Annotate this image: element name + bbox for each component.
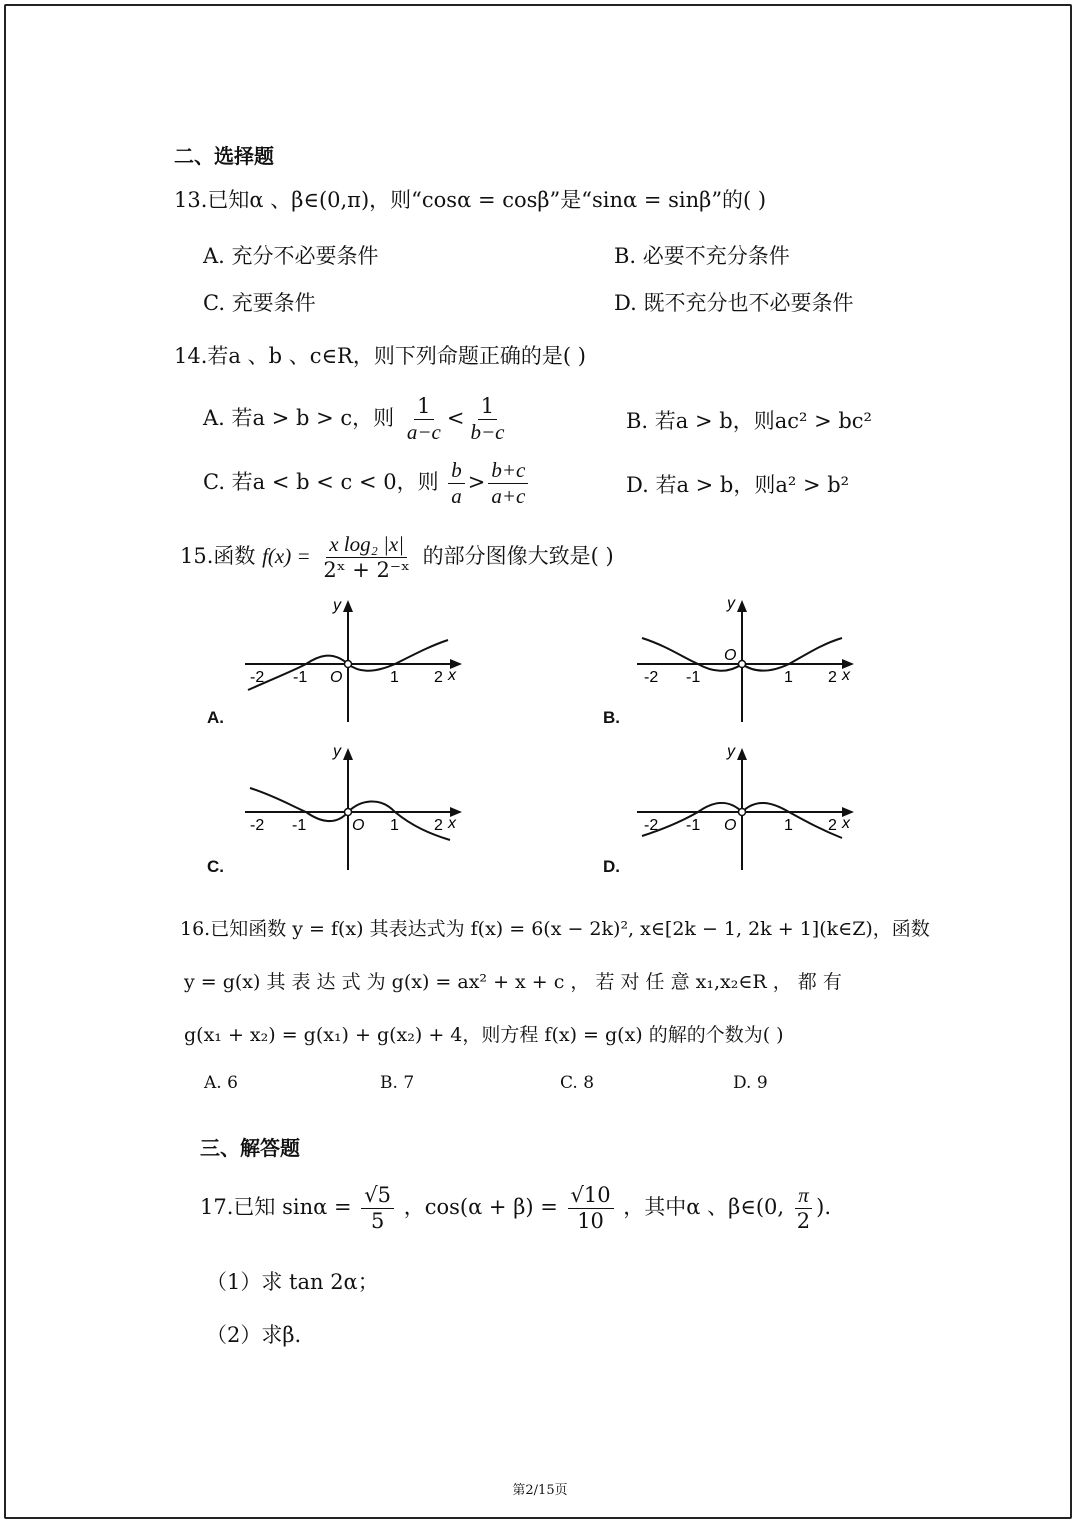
option-14-b[interactable]: B. 若a > b，则ac² > bc² [626, 409, 872, 433]
question-13-stem [174, 190, 766, 211]
graph-option-a[interactable] [240, 590, 470, 740]
question-16-line1: 16.已知函数 y = f(x) 其表达式为 f(x) = 6(x − 2k)², x∈[2k − 1, 2k + 1](k∈Z)，函数 [180, 918, 930, 940]
graph-option-b[interactable] [632, 590, 862, 740]
fraction-a1: $\frac{1}{a-c}$ [406, 394, 441, 444]
page-border [4, 4, 1072, 1519]
section-title-answer: 三、解答题 [200, 1136, 300, 1160]
option-16-c[interactable]: C. 8 [560, 1073, 595, 1093]
option-13-b[interactable]: B. 必要不充分条件 [614, 244, 790, 268]
fraction-pi-2: $\frac{\pi}{2}$ [796, 1183, 811, 1233]
option-13-c[interactable]: C. 充要条件 [203, 291, 316, 315]
question-16-line3: g(x₁ + x₂) = g(x₁) + g(x₂) + 4，则方程 f(x) = g(x) 的解的个数为( ) [184, 1024, 784, 1046]
question-16-line2: y = g(x) 其 表 达 式 为 g(x) = ax² + x + c ， 若 对 任 意 x₁,x₂∈R ， 都 有 [184, 971, 842, 993]
question-17-part1: （1）求 tan 2α； [206, 1270, 379, 1294]
svg-text:x: x [842, 667, 850, 684]
graph-option-c[interactable] [240, 740, 470, 890]
svg-text:2: 2 [434, 817, 443, 834]
svg-text:1: 1 [390, 669, 399, 686]
svg-text:x: x [448, 667, 456, 684]
svg-text:x: x [448, 815, 456, 832]
svg-text:y: y [333, 743, 341, 760]
svg-text:2: 2 [828, 669, 837, 686]
option-13-a[interactable]: A. 充分不必要条件 [203, 244, 379, 268]
graph-a-label: A. [207, 708, 224, 727]
svg-text:-1: -1 [292, 817, 307, 834]
option-16-a[interactable]: A. 6 [204, 1073, 238, 1093]
svg-text:y: y [727, 595, 735, 612]
option-14-a[interactable]: A. 若a > b > c，则 $\frac{1}{a-c}$ < $\frac{1}{b-c}$ [203, 396, 510, 443]
fraction-sqrt10: $\frac{√10}{10}$ [568, 1185, 614, 1232]
svg-text:O: O [724, 817, 737, 834]
svg-text:O: O [330, 669, 343, 686]
svg-text:x: x [842, 815, 850, 832]
svg-text:O: O [352, 817, 365, 834]
svg-text:O: O [724, 647, 737, 664]
svg-text:-1: -1 [686, 817, 701, 834]
svg-text:-2: -2 [250, 669, 265, 686]
question-14-stem: 14.若a 、b 、c∈R，则下列命题正确的是( ) [174, 344, 586, 368]
fraction-sqrt5: $\frac{√5}{5}$ [361, 1185, 394, 1232]
question-13-prefix: 13.已知 [174, 188, 250, 212]
fraction-c2: $\frac{b+c}{a+c}$ [488, 460, 528, 507]
option-14-c[interactable]: C. 若a < b < c < 0，则 $\frac{b}{a}$ > $\frac{b+c}{a+c}$ [203, 460, 531, 507]
fraction-a2: $\frac{1}{b-c}$ [470, 394, 505, 444]
svg-text:1: 1 [784, 669, 793, 686]
svg-text:1: 1 [390, 817, 399, 834]
svg-text:1: 1 [784, 817, 793, 834]
question-17-stem: 17.已知 sinα = $\frac{√5}{5}$ ，cos(α + β) = $\frac{√10}{10}$ ，其中α 、β∈(0, $\frac{\pi}{2}$ ). [200, 1183, 832, 1233]
svg-text:y: y [727, 743, 735, 760]
svg-text:-2: -2 [250, 817, 265, 834]
graph-b-label: B. [603, 708, 620, 727]
fraction-c1: $\frac{b}{a}$ [448, 460, 465, 507]
option-13-d[interactable]: D. 既不充分也不必要条件 [614, 291, 854, 315]
option-16-b[interactable]: B. 7 [380, 1073, 415, 1093]
svg-text:2: 2 [828, 817, 837, 834]
svg-text:-1: -1 [293, 669, 308, 686]
graph-d-label: D. [603, 857, 620, 876]
question-15-stem: 15.函数 f(x) = $\frac{\text{x log₂ |x|}}{\text{2ˣ + 2⁻ˣ}}$ 的部分图像大致是( ) [180, 532, 614, 582]
svg-text:-2: -2 [644, 669, 659, 686]
section-title-choice: 二、选择题 [174, 144, 274, 168]
option-16-d[interactable]: D. 9 [733, 1073, 768, 1093]
function-fraction: $\frac{\text{x log₂ |x|}}{\text{2ˣ + 2⁻ˣ}}$ [323, 532, 410, 582]
svg-text:2: 2 [434, 669, 443, 686]
svg-text:y: y [333, 597, 341, 614]
graph-option-d[interactable] [632, 740, 862, 890]
page-number: 第2/15页 [512, 1483, 568, 1498]
question-17-part2: （2）求β. [206, 1323, 302, 1347]
svg-text:-1: -1 [686, 669, 701, 686]
question-13-condition: α 、β∈(0,π)，则“cosα = cosβ”是“sinα = sinβ”的( ) [249, 188, 767, 212]
graph-c-label: C. [207, 857, 224, 876]
svg-text:-2: -2 [644, 817, 659, 834]
option-14-d[interactable]: D. 若a > b，则a² > b² [626, 473, 850, 497]
